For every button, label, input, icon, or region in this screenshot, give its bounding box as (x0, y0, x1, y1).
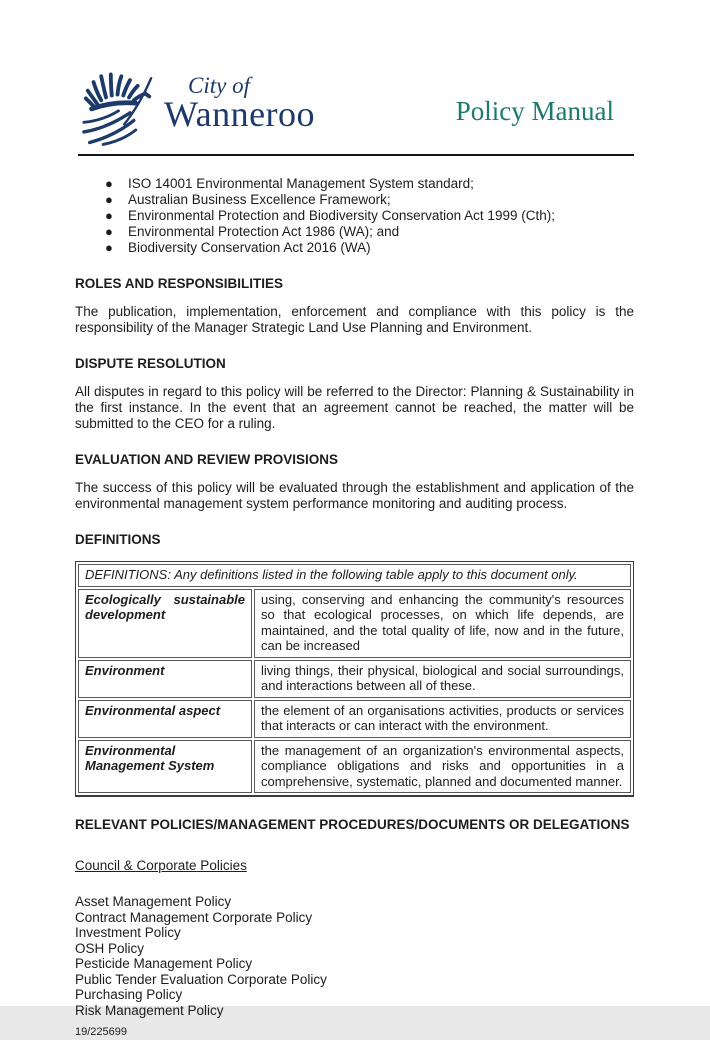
logo-wordmark (164, 73, 316, 134)
header-divider (78, 154, 634, 156)
definitions-table (75, 561, 634, 797)
definition-term: Environmental Management System (78, 740, 252, 794)
list-item: Contract Management Corporate Policy (75, 909, 313, 925)
list-item: Pesticide Management Policy (75, 956, 253, 971)
bullet-icon: ● (105, 208, 113, 223)
definition-term: Ecologically sustainable development (78, 589, 252, 658)
table-row (78, 740, 631, 794)
definition-text: the element of an organisations activities, products or services that interacts or can interact with the environment. (254, 700, 631, 738)
table-row (78, 660, 631, 698)
definition-term: Environmental aspect (78, 700, 252, 738)
list-item (75, 176, 634, 192)
logo-wanneroo-text: Wanneroo (164, 94, 316, 134)
document-reference: 19/225699 (75, 1026, 127, 1038)
definition-text: living things, their physical, biological and social surroundings, and interactions between all of these. (254, 660, 631, 698)
section-heading-dispute: DISPUTE RESOLUTION (75, 356, 226, 371)
section-heading-evaluation: EVALUATION AND REVIEW PROVISIONS (75, 452, 339, 467)
logo-city-of-text: City of (188, 73, 250, 98)
bullet-icon: ● (105, 240, 113, 255)
definition-text: the management of an organization's environmental aspects, compliance obligations and risks and opportunities in a comprehensive, systematic, planned and documented manner. (254, 740, 631, 794)
document-body (75, 170, 634, 1040)
bullet-icon: ● (105, 176, 113, 191)
list-item: Risk Management Policy (75, 1002, 224, 1018)
table-row (78, 589, 631, 658)
city-of-wanneroo-logo (82, 68, 315, 146)
list-item-text: Australian Business Excellence Framework; (128, 192, 391, 207)
section-paragraph: All disputes in regard to this policy will be referred to the Director: Planning & Sustainability in the first instance. In the event that an agreement cannot be reached, the matter will be submitted to the CEO for a ruling. (75, 384, 634, 431)
list-item-text: ISO 14001 Environmental Management System standard; (128, 176, 474, 191)
list-item-text: Environmental Protection and Biodiversity Conservation Act 1999 (Cth); (128, 208, 555, 223)
list-item (75, 224, 634, 240)
list-item: Purchasing Policy (75, 987, 183, 1002)
list-item (75, 240, 634, 256)
section-paragraph: The success of this policy will be evaluated through the establishment and application of the environmental management system performance monitoring and auditing process. (75, 480, 634, 511)
list-item (75, 192, 634, 208)
standards-bullet-list (75, 176, 634, 256)
section-paragraph: The publication, implementation, enforcement and compliance with this policy is the responsibility of the Manager Strategic Land Use Planning and Environment. (75, 304, 634, 335)
table-caption-row (78, 564, 631, 587)
list-item: Asset Management Policy (75, 894, 232, 909)
definition-term: Environment (78, 660, 252, 698)
policy-list (75, 894, 634, 1018)
list-item-text: Biodiversity Conservation Act 2016 (WA) (128, 240, 371, 255)
list-item: Investment Policy (75, 925, 181, 940)
list-item-text: Environmental Protection Act 1986 (WA); and (128, 224, 400, 239)
bullet-icon: ● (105, 224, 113, 239)
section-heading-roles: ROLES AND RESPONSIBILITIES (75, 276, 284, 291)
table-row (78, 700, 631, 738)
section-heading-definitions: DEFINITIONS (75, 532, 161, 547)
list-item: Public Tender Evaluation Corporate Policy (75, 971, 327, 987)
page-title: Policy Manual (455, 96, 614, 126)
list-item (75, 208, 634, 224)
list-item: OSH Policy (75, 940, 145, 956)
definition-text: using, conserving and enhancing the community's resources so that ecological processes, on which life depends, are maintained, and the total quality of life, now and in the future, can be increased (254, 589, 631, 658)
section-heading-relevant-policies: RELEVANT POLICIES/MANAGEMENT PROCEDURES/DOCUMENTS OR DELEGATIONS (75, 817, 630, 832)
bullet-icon: ● (105, 192, 113, 207)
council-corporate-policies-subheading: Council & Corporate Policies (75, 858, 247, 873)
definitions-caption: DEFINITIONS: Any definitions listed in the following table apply to this document only. (78, 564, 631, 587)
